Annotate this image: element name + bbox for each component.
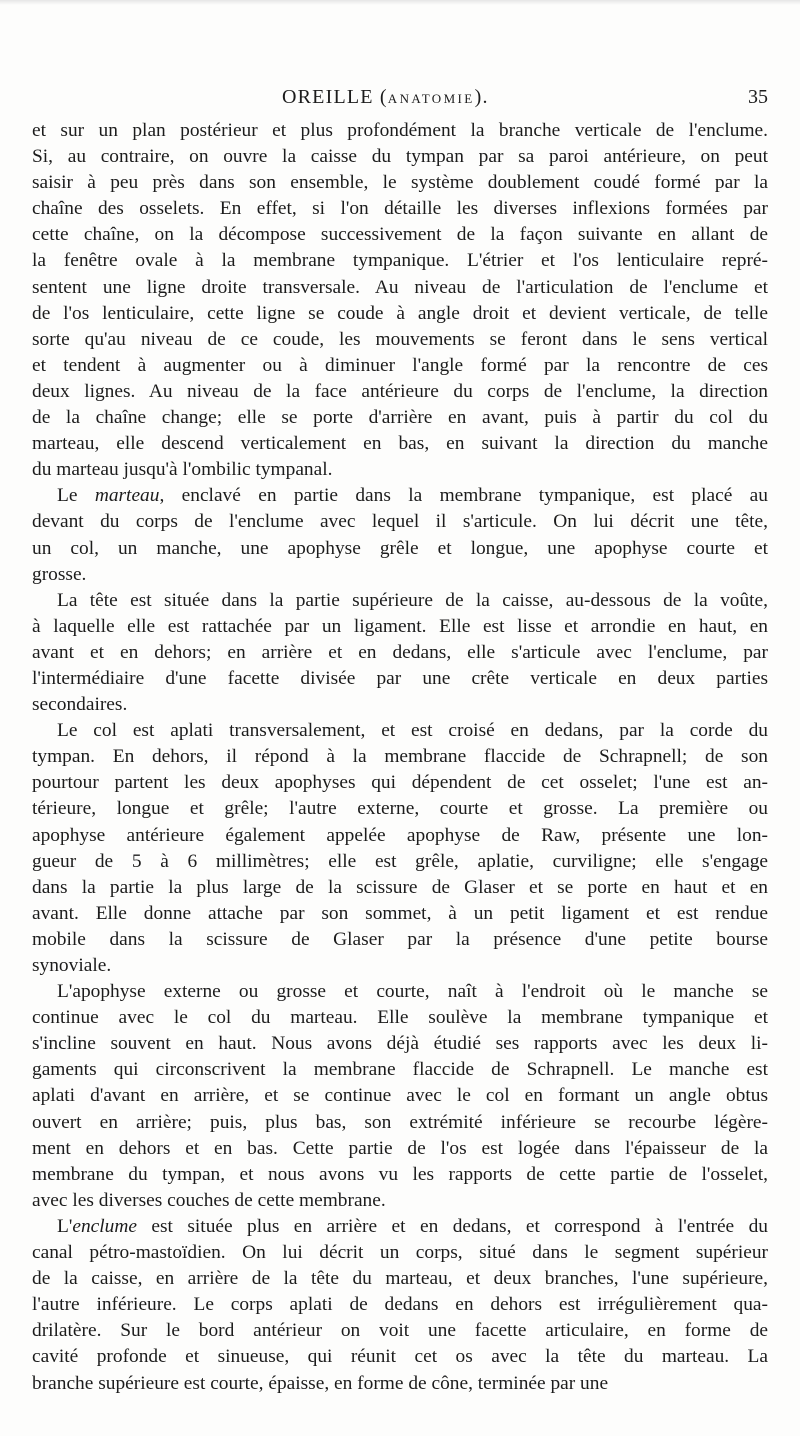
text-line: l'autre inférieure. Le corps aplati de dedans en dehors est irrégulièrement qua- [32, 1294, 768, 1316]
text-line: marteau, elle descend verticalement en bas, en suivant la direction du manche [32, 433, 768, 455]
text-line: mobile dans la scissure de Glaser par la présence d'une petite bourse [32, 928, 768, 950]
text-line: à laquelle elle est rattachée par un ligament. Elle est lisse et arrondie en haut, en [32, 615, 768, 637]
running-head [0, 86, 800, 114]
text-line: gueur de 5 à 6 millimètres; elle est grêle, aplatie, curviligne; elle s'engage [32, 850, 768, 872]
text-line: sorte qu'au niveau de ce coude, les mouvements se feront dans le sens vertical [32, 328, 768, 350]
paragraph [32, 718, 768, 979]
text-line: de la caisse, en arrière de la tête du marteau, et deux branches, l'une supérieure, [32, 1268, 768, 1290]
text-line: du marteau jusqu'à l'ombilic tympanal. [32, 459, 333, 481]
text-line: canal pétro-mastoïdien. On lui décrit un corps, situé dans le segment supérieur [32, 1242, 768, 1264]
text-line: grosse. [32, 563, 87, 585]
paragraph [32, 118, 768, 483]
text-line: et tendent à augmenter ou à diminuer l'angle formé par la rencontre de ces [32, 354, 768, 376]
text-line: La tête est située dans la partie supérieure de la caisse, au-dessous de la voûte, [57, 589, 768, 611]
text-line: Le col est aplati transversalement, et est croisé en dedans, par la corde du [57, 720, 768, 742]
text-line: cavité profonde et sinueuse, qui réunit cet os avec la tête du marteau. La [32, 1346, 768, 1368]
text-line: saisir à peu près dans son ensemble, le système doublement coudé formé par la [32, 172, 768, 194]
text-line: cette chaîne, on la décompose successivement de la façon suivante en allant de [32, 224, 768, 246]
text-line: térieure, longue et grêle; l'autre externe, courte et grosse. La première ou [32, 798, 768, 820]
text-line: devant du corps de l'enclume avec lequel il s'articule. On lui décrit une tête, [32, 511, 768, 533]
text-line: L'enclume est située plus en arrière et en dedans, et correspond à l'entrée du [57, 1215, 768, 1237]
text-line: un col, un manche, une apophyse grêle et longue, une apophyse courte et [32, 537, 768, 559]
text-line: dans la partie la plus large de la scissure de Glaser et se porte en haut et en [32, 876, 768, 898]
running-head-title [282, 86, 489, 109]
text-line: de la chaîne change; elle se porte d'arrière en avant, puis à partir du col du [32, 407, 768, 429]
page-top-edge [0, 0, 800, 5]
running-head-title-close: ). [474, 86, 489, 108]
text-line: ment en dehors et en bas. Cette partie de l'os est logée dans l'épaisseur de la [32, 1137, 768, 1159]
text-line: membrane du tympan, et nous avons vu les rapports de cette partie de l'osselet, [32, 1163, 768, 1185]
text-line: aplati d'avant en arrière, et se continue avec le col en formant un angle obtus [32, 1085, 768, 1107]
text-line: et sur un plan postérieur et plus profondément la branche verticale de l'enclume. [32, 120, 768, 141]
text-line: Le marteau, enclavé en partie dans la membrane tympanique, est placé au [57, 485, 768, 507]
text-line: secondaires. [32, 694, 128, 716]
page-number: 35 [748, 86, 768, 108]
text-line: deux lignes. Au niveau de la face antérieure du corps de l'enclume, la direction [32, 380, 768, 402]
text-line: de l'os lenticulaire, cette ligne se coude à angle droit et devient verticale, de telle [32, 302, 768, 324]
text-line: synoviale. [32, 955, 112, 976]
text-line: apophyse antérieure également appelée apophyse de Raw, présente une lon- [32, 824, 768, 846]
text-line: pourtour partent les deux apophyses qui dépendent de cet osselet; l'une est an- [32, 772, 768, 794]
text-line: Si, au contraire, on ouvre la caisse du tympan par sa paroi antérieure, on peut [32, 146, 768, 168]
text-line: avec les diverses couches de cette membrane. [32, 1189, 386, 1211]
text-line: s'incline souvent en haut. Nous avons déjà étudié ses rapports avec les deux li- [32, 1033, 768, 1055]
text-line: drilatère. Sur le bord antérieur on voit une facette articulaire, en forme de [32, 1320, 768, 1342]
paragraph [32, 588, 768, 718]
text-line: continue avec le col du marteau. Elle soulève la membrane tympanique et [32, 1007, 768, 1029]
text-line: ouvert en arrière; puis, plus bas, son extrémité inférieure se recourbe légère- [32, 1111, 768, 1133]
body-text [32, 118, 768, 1397]
text-line: L'apophyse externe ou grosse et courte, naît à l'endroit où le manche se [57, 981, 768, 1003]
text-line: branche supérieure est courte, épaisse, en forme de cône, terminée par une [32, 1372, 609, 1394]
running-head-title-subtitle: ANATOMIE [387, 91, 475, 106]
text-line: sentent une ligne droite transversale. Au niveau de l'articulation de l'enclume et [32, 276, 768, 298]
text-line: la fenêtre ovale à la membrane tympanique. L'étrier et l'os lenticulaire repré- [32, 250, 768, 272]
text-line: l'intermédiaire d'une facette divisée par une crête verticale en deux parties [32, 667, 768, 689]
text-line: gaments qui circonscrivent la membrane flaccide de Schrapnell. Le manche est [32, 1059, 768, 1081]
paragraph [32, 483, 768, 587]
running-head-title-main: OREILLE ( [282, 86, 388, 108]
text-line: tympan. En dehors, il répond à la membrane flaccide de Schrapnell; de son [32, 746, 768, 768]
text-line: avant. Elle donne attache par son sommet, à un petit ligament et est rendue [32, 902, 768, 924]
paragraph [32, 1214, 768, 1397]
text-line: avant et en dehors; en arrière et en dedans, elle s'articule avec l'enclume, par [32, 641, 768, 663]
text-line: chaîne des osselets. En effet, si l'on détaille les diverses inflexions formées par [32, 198, 768, 220]
paragraph [32, 979, 768, 1214]
